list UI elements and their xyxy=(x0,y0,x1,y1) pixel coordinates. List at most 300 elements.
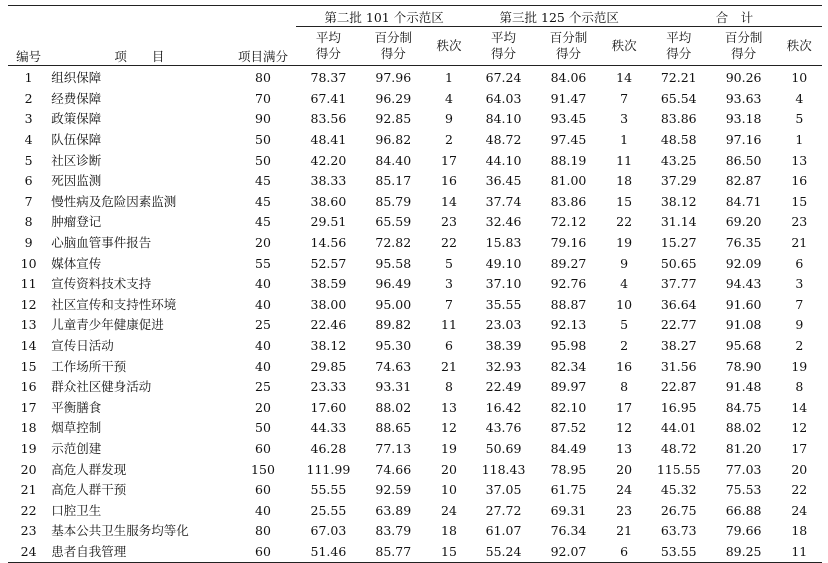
total-rank: 3 xyxy=(795,276,804,292)
total-avg-score: 16.95 xyxy=(660,399,697,415)
subheader-line: 得分 xyxy=(315,46,341,61)
batch2-rank: 11 xyxy=(441,317,457,333)
subheader-line: 百分制 xyxy=(549,30,588,45)
total-percent-score: 91.08 xyxy=(725,317,762,333)
batch2-avg-score: 25.55 xyxy=(310,502,347,518)
row-number: 14 xyxy=(20,338,37,354)
header-group-total: 合 计 xyxy=(647,6,822,27)
batch2-rank: 19 xyxy=(441,440,457,456)
batch2-rank: 7 xyxy=(444,296,453,312)
batch2-avg-score: 67.41 xyxy=(310,90,347,106)
total-rank: 18 xyxy=(791,523,808,539)
score-table xyxy=(8,5,822,563)
total-avg-score: 48.72 xyxy=(660,440,697,456)
full-score: 40 xyxy=(255,296,271,312)
item-name: 社区诊断 xyxy=(51,152,102,168)
batch3-rank: 1 xyxy=(620,132,629,148)
full-score: 80 xyxy=(255,70,271,86)
item-name: 高危人群发现 xyxy=(51,461,127,477)
batch3-avg-score: 38.39 xyxy=(485,338,522,354)
batch3-avg-score: 37.74 xyxy=(485,193,522,209)
batch3-avg-score: 48.72 xyxy=(485,132,522,148)
batch2-avg-score: 38.60 xyxy=(310,193,347,209)
item-name: 社区宣传和支持性环境 xyxy=(51,296,177,312)
batch3-percent-score: 83.86 xyxy=(550,193,587,209)
total-avg-score: 22.77 xyxy=(660,317,697,333)
table-row xyxy=(8,439,822,460)
subheader-total-percent-score xyxy=(711,27,777,66)
subheader-line: 得分 xyxy=(555,46,581,61)
full-score: 45 xyxy=(255,193,271,209)
row-number: 12 xyxy=(20,296,37,312)
batch3-rank: 20 xyxy=(616,461,633,477)
total-avg-score: 83.86 xyxy=(660,111,697,127)
total-avg-score: 38.12 xyxy=(660,193,697,209)
batch2-rank: 18 xyxy=(441,523,457,539)
full-score: 90 xyxy=(255,111,271,127)
full-score: 80 xyxy=(255,523,271,539)
batch3-rank: 18 xyxy=(616,173,633,189)
row-number: 10 xyxy=(20,255,37,271)
batch3-rank: 15 xyxy=(616,193,633,209)
batch2-percent-score: 83.79 xyxy=(375,523,412,539)
total-percent-score: 92.09 xyxy=(725,255,762,271)
batch3-percent-score: 95.98 xyxy=(550,338,587,354)
row-number: 11 xyxy=(20,276,37,292)
table-row xyxy=(8,459,822,480)
total-avg-score: 50.65 xyxy=(660,255,697,271)
total-rank: 6 xyxy=(795,255,804,271)
batch3-percent-score: 79.16 xyxy=(550,235,587,251)
batch2-avg-score: 38.12 xyxy=(310,338,347,354)
batch2-avg-score: 46.28 xyxy=(310,440,347,456)
table-row xyxy=(8,130,822,151)
item-name: 群众社区健身活动 xyxy=(51,379,152,395)
batch3-percent-score: 84.06 xyxy=(550,70,587,86)
batch2-rank: 14 xyxy=(441,193,457,209)
batch3-avg-score: 49.10 xyxy=(485,255,522,271)
total-percent-score: 89.25 xyxy=(725,543,762,559)
total-avg-score: 26.75 xyxy=(660,502,697,518)
subheader-line: 得分 xyxy=(666,46,692,61)
batch2-percent-score: 96.49 xyxy=(375,276,412,292)
batch2-rank: 3 xyxy=(444,276,453,292)
batch3-avg-score: 44.10 xyxy=(485,152,522,168)
item-name: 宣传日活动 xyxy=(51,338,114,354)
item-name: 政策保障 xyxy=(51,111,102,127)
total-percent-score: 93.18 xyxy=(725,111,762,127)
subheader-total-avg-score xyxy=(647,27,711,66)
header-full-score: 项目满分 xyxy=(230,6,297,66)
total-avg-score: 115.55 xyxy=(656,461,701,477)
batch3-percent-score: 61.75 xyxy=(550,482,587,498)
batch3-avg-score: 61.07 xyxy=(485,523,522,539)
full-score: 20 xyxy=(255,235,271,251)
batch2-avg-score: 42.20 xyxy=(310,152,347,168)
batch2-avg-score: 23.33 xyxy=(310,379,347,395)
total-percent-score: 69.20 xyxy=(725,214,762,230)
item-name: 队伍保障 xyxy=(51,132,102,148)
batch2-percent-score: 85.77 xyxy=(375,543,412,559)
batch2-rank: 1 xyxy=(444,70,453,86)
batch2-rank: 21 xyxy=(441,358,457,374)
batch2-avg-score: 55.55 xyxy=(310,482,347,498)
total-avg-score: 45.32 xyxy=(660,482,697,498)
batch2-rank: 20 xyxy=(441,461,457,477)
table-row xyxy=(8,233,822,254)
batch3-rank: 24 xyxy=(616,482,633,498)
item-name: 高危人群干预 xyxy=(51,482,127,498)
full-score: 25 xyxy=(255,379,271,395)
total-percent-score: 90.26 xyxy=(725,70,762,86)
batch2-percent-score: 95.58 xyxy=(375,255,412,271)
table-row xyxy=(8,336,822,357)
batch2-percent-score: 88.02 xyxy=(375,399,412,415)
table-row xyxy=(8,315,822,336)
row-number: 2 xyxy=(24,90,33,106)
table-row xyxy=(8,521,822,542)
subheader-line: 平均 xyxy=(491,30,517,45)
table-row xyxy=(8,418,822,439)
batch2-percent-score: 85.79 xyxy=(375,193,412,209)
batch3-rank: 23 xyxy=(616,502,633,518)
batch3-rank: 17 xyxy=(616,399,633,415)
row-number: 22 xyxy=(20,502,37,518)
subheader-line: 得分 xyxy=(491,46,517,61)
table-row xyxy=(8,150,822,171)
batch3-rank: 10 xyxy=(616,296,633,312)
batch3-rank: 2 xyxy=(620,338,629,354)
batch3-rank: 9 xyxy=(620,255,629,271)
total-rank: 13 xyxy=(791,152,808,168)
total-avg-score: 38.27 xyxy=(660,338,697,354)
batch2-avg-score: 83.56 xyxy=(310,111,347,127)
batch3-percent-score: 93.45 xyxy=(550,111,587,127)
total-avg-score: 37.77 xyxy=(660,276,697,292)
table-row xyxy=(8,480,822,501)
item-name: 基本公共卫生服务均等化 xyxy=(51,523,189,539)
item-name: 口腔卫生 xyxy=(51,502,102,518)
batch2-avg-score: 44.33 xyxy=(310,420,347,436)
batch3-percent-score: 97.45 xyxy=(550,132,587,148)
item-name: 肿瘤登记 xyxy=(51,214,102,230)
total-percent-score: 95.68 xyxy=(725,338,762,354)
total-avg-score: 37.29 xyxy=(660,173,697,189)
batch2-percent-score: 97.96 xyxy=(375,70,412,86)
header-group-batch3: 第三批 125 个示范区 xyxy=(472,6,647,27)
batch3-percent-score: 89.97 xyxy=(550,379,587,395)
row-number: 7 xyxy=(24,193,33,209)
total-rank: 7 xyxy=(795,296,804,312)
batch2-percent-score: 74.66 xyxy=(375,461,412,477)
item-name: 慢性病及危险因素监测 xyxy=(51,193,177,209)
total-percent-score: 81.20 xyxy=(725,440,762,456)
batch2-rank: 5 xyxy=(444,255,453,271)
batch3-avg-score: 84.10 xyxy=(485,111,522,127)
batch2-rank: 24 xyxy=(441,502,457,518)
row-number: 19 xyxy=(20,440,37,456)
batch2-percent-score: 85.17 xyxy=(375,173,412,189)
total-rank: 9 xyxy=(795,317,804,333)
total-percent-score: 79.66 xyxy=(725,523,762,539)
total-rank: 17 xyxy=(791,440,808,456)
row-number: 9 xyxy=(24,235,33,251)
subheader-line: 平均 xyxy=(315,30,341,45)
header-item: 项 目 xyxy=(49,6,229,66)
total-rank: 10 xyxy=(791,70,808,86)
row-number: 1 xyxy=(24,70,33,86)
item-name: 宣传资料技术支持 xyxy=(51,276,152,292)
full-score: 50 xyxy=(255,420,271,436)
total-percent-score: 88.02 xyxy=(725,420,762,436)
total-percent-score: 78.90 xyxy=(725,358,762,374)
total-percent-score: 75.53 xyxy=(725,482,762,498)
total-avg-score: 31.56 xyxy=(660,358,697,374)
total-avg-score: 44.01 xyxy=(660,420,697,436)
batch3-avg-score: 32.93 xyxy=(485,358,522,374)
batch3-percent-score: 88.19 xyxy=(550,152,587,168)
batch3-avg-score: 35.55 xyxy=(485,296,522,312)
subheader-total-rank: 秩次 xyxy=(777,27,822,66)
table-row xyxy=(8,192,822,213)
row-number: 3 xyxy=(24,111,33,127)
item-name: 儿童青少年健康促进 xyxy=(51,317,164,333)
full-score: 40 xyxy=(255,276,271,292)
batch2-avg-score: 17.60 xyxy=(310,399,347,415)
total-rank: 22 xyxy=(791,482,808,498)
batch3-avg-score: 50.69 xyxy=(485,440,522,456)
total-rank: 21 xyxy=(791,235,808,251)
table-row xyxy=(8,398,822,419)
total-rank: 12 xyxy=(791,420,808,436)
row-number: 6 xyxy=(24,173,33,189)
total-rank: 19 xyxy=(791,358,808,374)
batch2-avg-score: 52.57 xyxy=(310,255,347,271)
table-row xyxy=(8,377,822,398)
batch2-percent-score: 88.65 xyxy=(375,420,412,436)
batch2-percent-score: 63.89 xyxy=(375,502,412,518)
total-percent-score: 94.43 xyxy=(725,276,762,292)
table-row xyxy=(8,356,822,377)
table-row xyxy=(8,253,822,274)
subheader-line: 得分 xyxy=(731,46,757,61)
total-rank: 4 xyxy=(795,90,804,106)
item-name: 患者自我管理 xyxy=(51,543,127,559)
batch3-percent-score: 87.52 xyxy=(550,420,587,436)
total-percent-score: 77.03 xyxy=(725,461,762,477)
total-avg-score: 53.55 xyxy=(660,543,697,559)
batch3-rank: 5 xyxy=(620,317,629,333)
batch3-percent-score: 78.95 xyxy=(550,461,587,477)
table-row xyxy=(8,542,822,563)
batch3-rank: 14 xyxy=(616,70,633,86)
batch3-rank: 22 xyxy=(616,214,633,230)
total-rank: 23 xyxy=(791,214,808,230)
batch3-avg-score: 15.83 xyxy=(485,235,522,251)
batch3-avg-score: 27.72 xyxy=(485,502,522,518)
row-number: 13 xyxy=(20,317,37,333)
subheader-line: 百分制 xyxy=(724,30,763,45)
batch2-avg-score: 38.59 xyxy=(310,276,347,292)
batch2-rank: 15 xyxy=(441,543,457,559)
total-rank: 2 xyxy=(795,338,804,354)
batch3-avg-score: 67.24 xyxy=(485,70,522,86)
total-avg-score: 43.25 xyxy=(660,152,697,168)
batch2-avg-score: 51.46 xyxy=(310,543,347,559)
batch2-rank: 2 xyxy=(444,132,453,148)
full-score: 60 xyxy=(255,543,271,559)
batch2-percent-score: 95.30 xyxy=(375,338,412,354)
batch3-avg-score: 43.76 xyxy=(485,420,522,436)
batch3-avg-score: 37.10 xyxy=(485,276,522,292)
subheader-line: 平均 xyxy=(666,30,692,45)
full-score: 40 xyxy=(255,358,271,374)
batch3-percent-score: 88.87 xyxy=(550,296,587,312)
subheader-batch3-avg-score xyxy=(472,27,536,66)
batch3-avg-score: 16.42 xyxy=(485,399,522,415)
item-name: 经费保障 xyxy=(51,90,102,106)
batch3-percent-score: 91.47 xyxy=(550,90,587,106)
item-name: 心脑血管事件报告 xyxy=(51,235,152,251)
row-number: 21 xyxy=(20,482,37,498)
batch3-rank: 13 xyxy=(616,440,633,456)
total-percent-score: 93.63 xyxy=(725,90,762,106)
batch2-percent-score: 92.59 xyxy=(375,482,412,498)
batch2-avg-score: 29.85 xyxy=(310,358,347,374)
total-avg-score: 31.14 xyxy=(660,214,697,230)
batch2-rank: 13 xyxy=(441,399,457,415)
batch3-percent-score: 92.76 xyxy=(550,276,587,292)
total-rank: 24 xyxy=(791,502,808,518)
header-group-batch2: 第二批 101 个示范区 xyxy=(296,6,471,27)
total-avg-score: 15.27 xyxy=(660,235,697,251)
header-no: 编号 xyxy=(8,6,49,66)
batch2-avg-score: 67.03 xyxy=(310,523,347,539)
batch3-percent-score: 89.27 xyxy=(550,255,587,271)
batch3-avg-score: 118.43 xyxy=(481,461,526,477)
total-rank: 1 xyxy=(795,132,804,148)
batch3-percent-score: 84.49 xyxy=(550,440,587,456)
total-rank: 5 xyxy=(795,111,804,127)
batch3-percent-score: 82.34 xyxy=(550,358,587,374)
batch3-percent-score: 72.12 xyxy=(550,214,587,230)
table-row xyxy=(8,171,822,192)
batch2-rank: 22 xyxy=(441,235,457,251)
batch2-avg-score: 38.00 xyxy=(310,296,347,312)
table-row xyxy=(8,212,822,233)
total-rank: 14 xyxy=(791,399,808,415)
full-score: 55 xyxy=(255,255,271,271)
total-percent-score: 84.75 xyxy=(725,399,762,415)
batch2-rank: 9 xyxy=(444,111,453,127)
total-rank: 16 xyxy=(791,173,808,189)
batch2-rank: 8 xyxy=(444,379,453,395)
batch3-rank: 12 xyxy=(616,420,633,436)
batch2-rank: 23 xyxy=(441,214,457,230)
table-row xyxy=(8,66,822,89)
total-rank: 11 xyxy=(791,543,808,559)
batch2-rank: 12 xyxy=(441,420,457,436)
full-score: 40 xyxy=(255,502,271,518)
total-rank: 8 xyxy=(795,379,804,395)
full-score: 50 xyxy=(255,132,271,148)
subheader-batch3-rank: 秩次 xyxy=(601,27,646,66)
batch2-percent-score: 77.13 xyxy=(375,440,412,456)
total-avg-score: 22.87 xyxy=(660,379,697,395)
total-percent-score: 91.60 xyxy=(725,296,762,312)
table-row xyxy=(8,295,822,316)
batch3-rank: 6 xyxy=(620,543,629,559)
batch3-rank: 7 xyxy=(620,90,629,106)
batch2-avg-score: 38.33 xyxy=(310,173,347,189)
subheader-batch2-rank: 秩次 xyxy=(426,27,471,66)
total-rank: 15 xyxy=(791,193,808,209)
batch2-avg-score: 111.99 xyxy=(306,461,351,477)
batch3-rank: 11 xyxy=(616,152,633,168)
batch3-percent-score: 69.31 xyxy=(550,502,587,518)
total-percent-score: 97.16 xyxy=(725,132,762,148)
full-score: 20 xyxy=(255,399,271,415)
batch2-rank: 17 xyxy=(441,152,457,168)
batch3-percent-score: 92.07 xyxy=(550,543,587,559)
row-number: 16 xyxy=(20,379,37,395)
batch2-percent-score: 93.31 xyxy=(375,379,412,395)
subheader-batch2-percent-score xyxy=(360,27,426,66)
row-number: 5 xyxy=(24,152,33,168)
total-rank: 20 xyxy=(791,461,808,477)
table-row xyxy=(8,500,822,521)
batch2-percent-score: 72.82 xyxy=(375,235,412,251)
row-number: 17 xyxy=(20,399,37,415)
total-avg-score: 63.73 xyxy=(660,523,697,539)
subheader-batch3-percent-score xyxy=(536,27,602,66)
subheader-line: 得分 xyxy=(380,46,406,61)
batch2-percent-score: 92.85 xyxy=(375,111,412,127)
batch3-rank: 21 xyxy=(616,523,633,539)
batch2-avg-score: 22.46 xyxy=(310,317,347,333)
batch2-percent-score: 84.40 xyxy=(375,152,412,168)
batch3-rank: 19 xyxy=(616,235,633,251)
row-number: 20 xyxy=(20,461,37,477)
batch3-percent-score: 92.13 xyxy=(550,317,587,333)
batch3-avg-score: 22.49 xyxy=(485,379,522,395)
batch3-percent-score: 82.10 xyxy=(550,399,587,415)
full-score: 70 xyxy=(255,90,271,106)
total-percent-score: 66.88 xyxy=(725,502,762,518)
batch3-avg-score: 55.24 xyxy=(485,543,522,559)
full-score: 45 xyxy=(255,214,271,230)
batch2-avg-score: 48.41 xyxy=(310,132,347,148)
table-row xyxy=(8,89,822,110)
batch2-rank: 16 xyxy=(441,173,457,189)
full-score: 25 xyxy=(255,317,271,333)
total-avg-score: 48.58 xyxy=(660,132,697,148)
total-percent-score: 84.71 xyxy=(725,193,762,209)
total-percent-score: 76.35 xyxy=(725,235,762,251)
item-name: 工作场所干预 xyxy=(51,358,127,374)
batch2-avg-score: 14.56 xyxy=(310,235,347,251)
batch2-rank: 6 xyxy=(444,338,453,354)
full-score: 50 xyxy=(255,152,271,168)
total-avg-score: 65.54 xyxy=(660,90,697,106)
batch3-rank: 8 xyxy=(620,379,629,395)
row-number: 24 xyxy=(20,543,37,559)
batch3-rank: 4 xyxy=(620,276,629,292)
row-number: 15 xyxy=(20,358,37,374)
total-avg-score: 72.21 xyxy=(660,70,697,86)
batch3-percent-score: 76.34 xyxy=(550,523,587,539)
batch2-percent-score: 96.82 xyxy=(375,132,412,148)
